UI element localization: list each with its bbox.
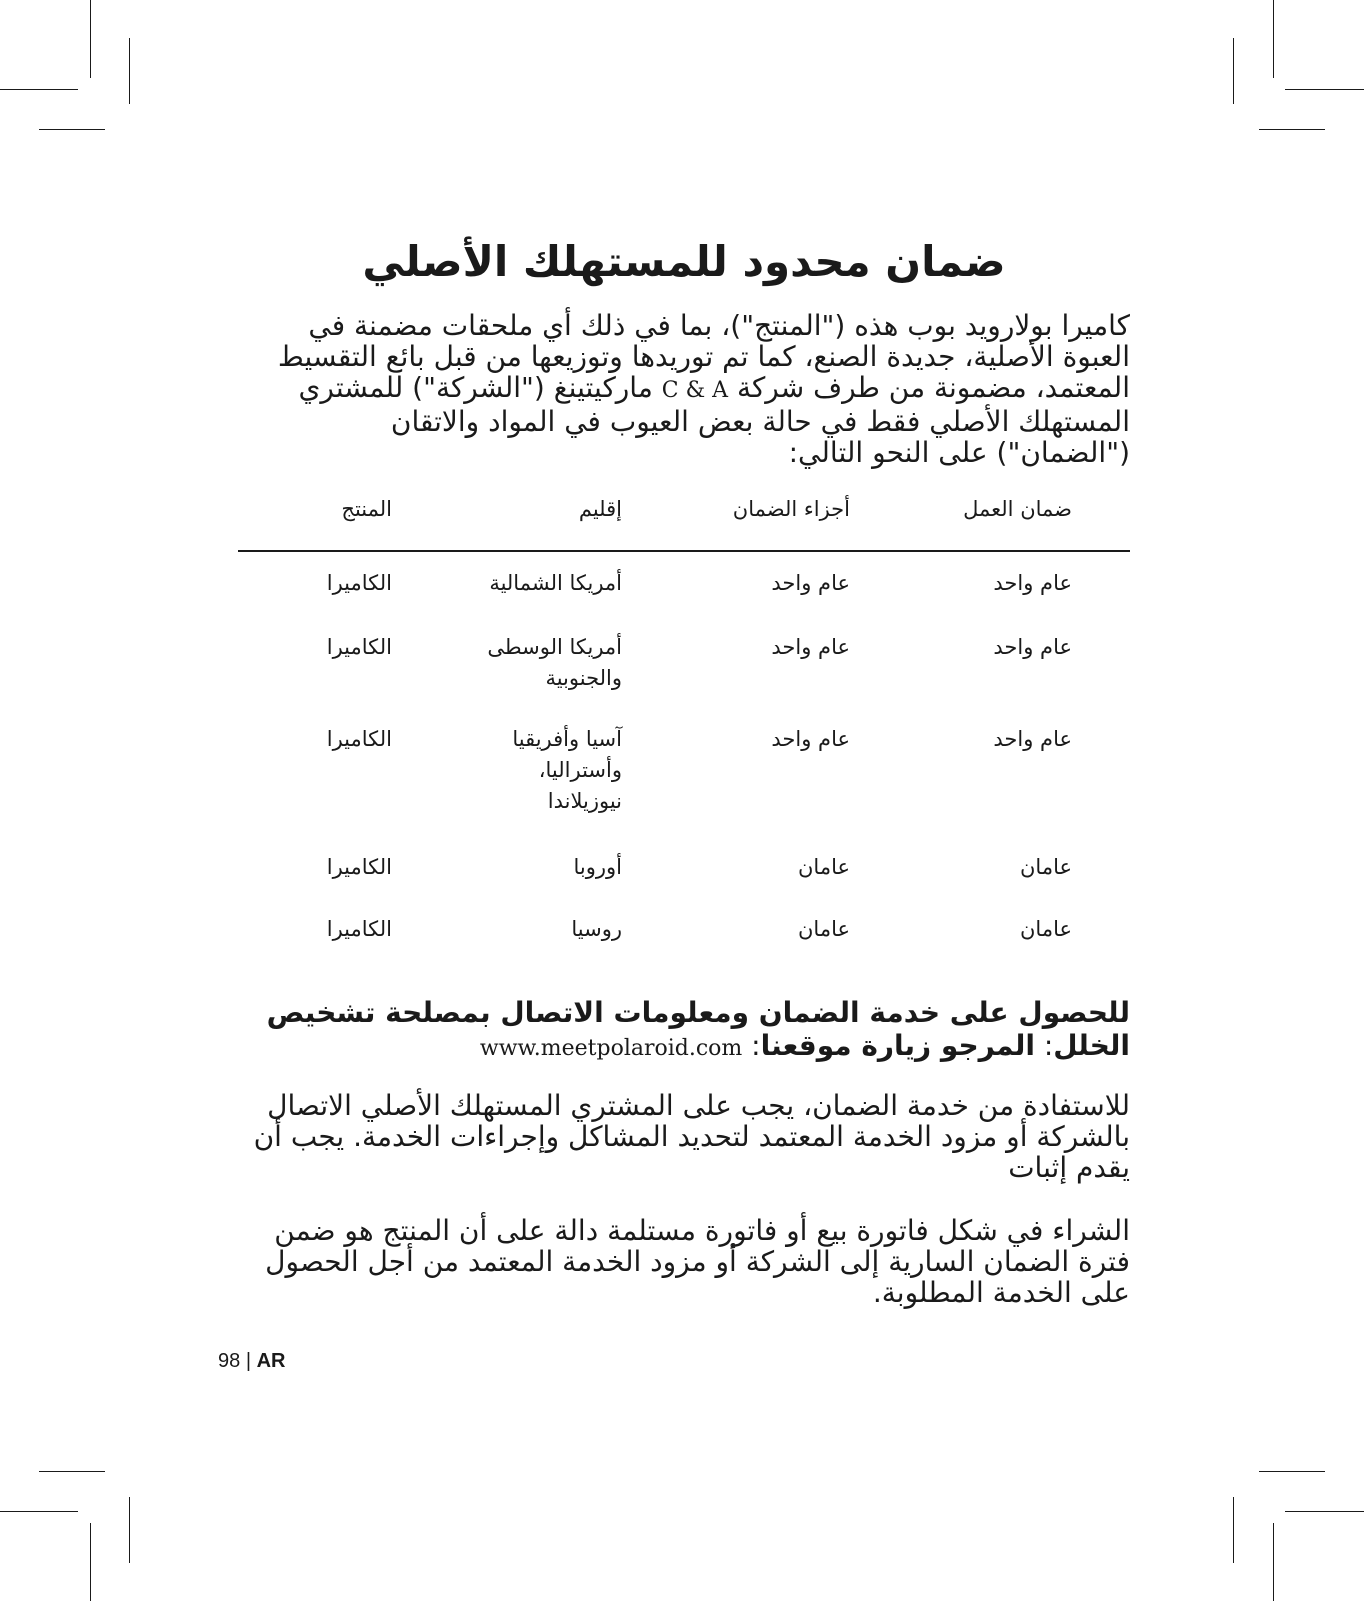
language-code: AR xyxy=(256,1350,286,1372)
cell-product: الكاميرا xyxy=(326,571,392,595)
cell-parts-warranty: عامان xyxy=(798,917,850,941)
crop-mark xyxy=(1259,1471,1325,1472)
header-parts-warranty: أجزاء الضمان xyxy=(732,497,850,521)
intro-part-1: كاميرا بولارويد بوب هذه ("المنتج")، بما في ذلك أي ملحقات مضمنة في العبوة الأصلية، جديدة الصنع، كما تم توريدها وتوزيعها من قبل بائع التقسيط المعتمد، مضمونة من طرف شركة xyxy=(277,309,1130,404)
header-region: إقليم xyxy=(578,497,622,521)
crop-mark xyxy=(39,129,105,130)
crop-mark xyxy=(0,1511,78,1512)
cell-product: الكاميرا xyxy=(326,635,392,659)
intro-paragraph xyxy=(260,310,1130,468)
contact-heading: للحصول على خدمة الضمان ومعلومات الاتصال بمصلحة تشخيص الخلل xyxy=(266,996,1130,1062)
cell-parts-warranty: عام واحد xyxy=(771,635,850,659)
cell-region: أمريكا الوسطى والجنوبية xyxy=(487,635,622,690)
contact-colon: : xyxy=(1043,1029,1054,1062)
crop-mark xyxy=(0,89,78,90)
service-paragraph: للاستفادة من خدمة الضمان، يجب على المشتري المستهلك الأصلي الاتصال بالشركة أو مزود الخدمة المعتمد لتحديد المشاكل وإجراءات الخدمة. يجب أن يقدم إثبات xyxy=(253,1089,1130,1184)
crop-mark xyxy=(129,38,130,104)
header-labor-warranty: ضمان العمل xyxy=(963,497,1072,521)
crop-mark xyxy=(1273,1523,1274,1601)
table-row xyxy=(238,836,1130,898)
crop-mark xyxy=(90,1523,91,1601)
company-name-latin: C & A xyxy=(661,378,729,403)
cell-product: الكاميرا xyxy=(326,727,392,751)
table-row xyxy=(238,616,1130,708)
table-row xyxy=(238,708,1130,836)
crop-mark xyxy=(1259,129,1325,130)
cell-labor-warranty: عامان xyxy=(1020,917,1072,941)
cell-parts-warranty: عامان xyxy=(798,855,850,879)
table-row xyxy=(238,552,1130,616)
crop-mark xyxy=(1285,89,1364,90)
proof-of-purchase-paragraph: الشراء في شكل فاتورة بيع أو فاتورة مستلمة دالة على أن المنتج هو ضمن فترة الضمان السارية إلى الشركة أو مزود الخدمة المعتمد من أجل الحصول على الخدمة المطلوبة. xyxy=(265,1214,1130,1309)
cell-region: روسيا xyxy=(571,917,622,941)
website-link[interactable]: www.meetpolaroid.com xyxy=(479,1036,743,1061)
cell-product: الكاميرا xyxy=(326,855,392,879)
crop-mark xyxy=(1273,0,1274,78)
intro-part-2: ماركيتينغ ("الشركة") للمشتري المستهلك الأصلي فقط في حالة بعض العيوب في المواد والاتقان ("الضمان") على النحو التالي: xyxy=(298,371,1130,469)
crop-mark xyxy=(1285,1511,1364,1512)
crop-mark xyxy=(129,1497,130,1563)
page-footer xyxy=(218,1350,285,1373)
cell-region: أمريكا الشمالية xyxy=(489,571,622,595)
table-row xyxy=(238,898,1130,960)
cell-labor-warranty: عام واحد xyxy=(993,635,1072,659)
contact-info: للحصول على خدمة الضمان ومعلومات الاتصال بمصلحة تشخيص الخلل: المرجو زيارة موقعنا: www.meetpolaroid.com xyxy=(266,996,1130,1062)
cell-region: أوروبا xyxy=(573,855,622,879)
crop-mark xyxy=(1233,38,1234,104)
header-product: المنتج xyxy=(341,497,392,521)
cell-product: الكاميرا xyxy=(326,917,392,941)
cell-region: آسيا وأفريقيا وأستراليا، نيوزيلاندا xyxy=(512,727,622,813)
cell-parts-warranty: عام واحد xyxy=(771,727,850,751)
crop-mark xyxy=(90,0,91,78)
visit-label: المرجو زيارة موقعنا xyxy=(760,1029,1035,1062)
cell-parts-warranty: عام واحد xyxy=(771,571,850,595)
page-title: ضمان محدود للمستهلك الأصلي xyxy=(362,237,1006,286)
cell-labor-warranty: عام واحد xyxy=(993,571,1072,595)
crop-mark xyxy=(1233,1497,1234,1563)
warranty-table xyxy=(238,497,1130,960)
footer-separator: | xyxy=(245,1350,252,1372)
cell-labor-warranty: عامان xyxy=(1020,855,1072,879)
crop-mark xyxy=(39,1471,105,1472)
page-number: 98 xyxy=(218,1350,241,1372)
cell-labor-warranty: عام واحد xyxy=(993,727,1072,751)
table-header-row xyxy=(238,497,1130,552)
